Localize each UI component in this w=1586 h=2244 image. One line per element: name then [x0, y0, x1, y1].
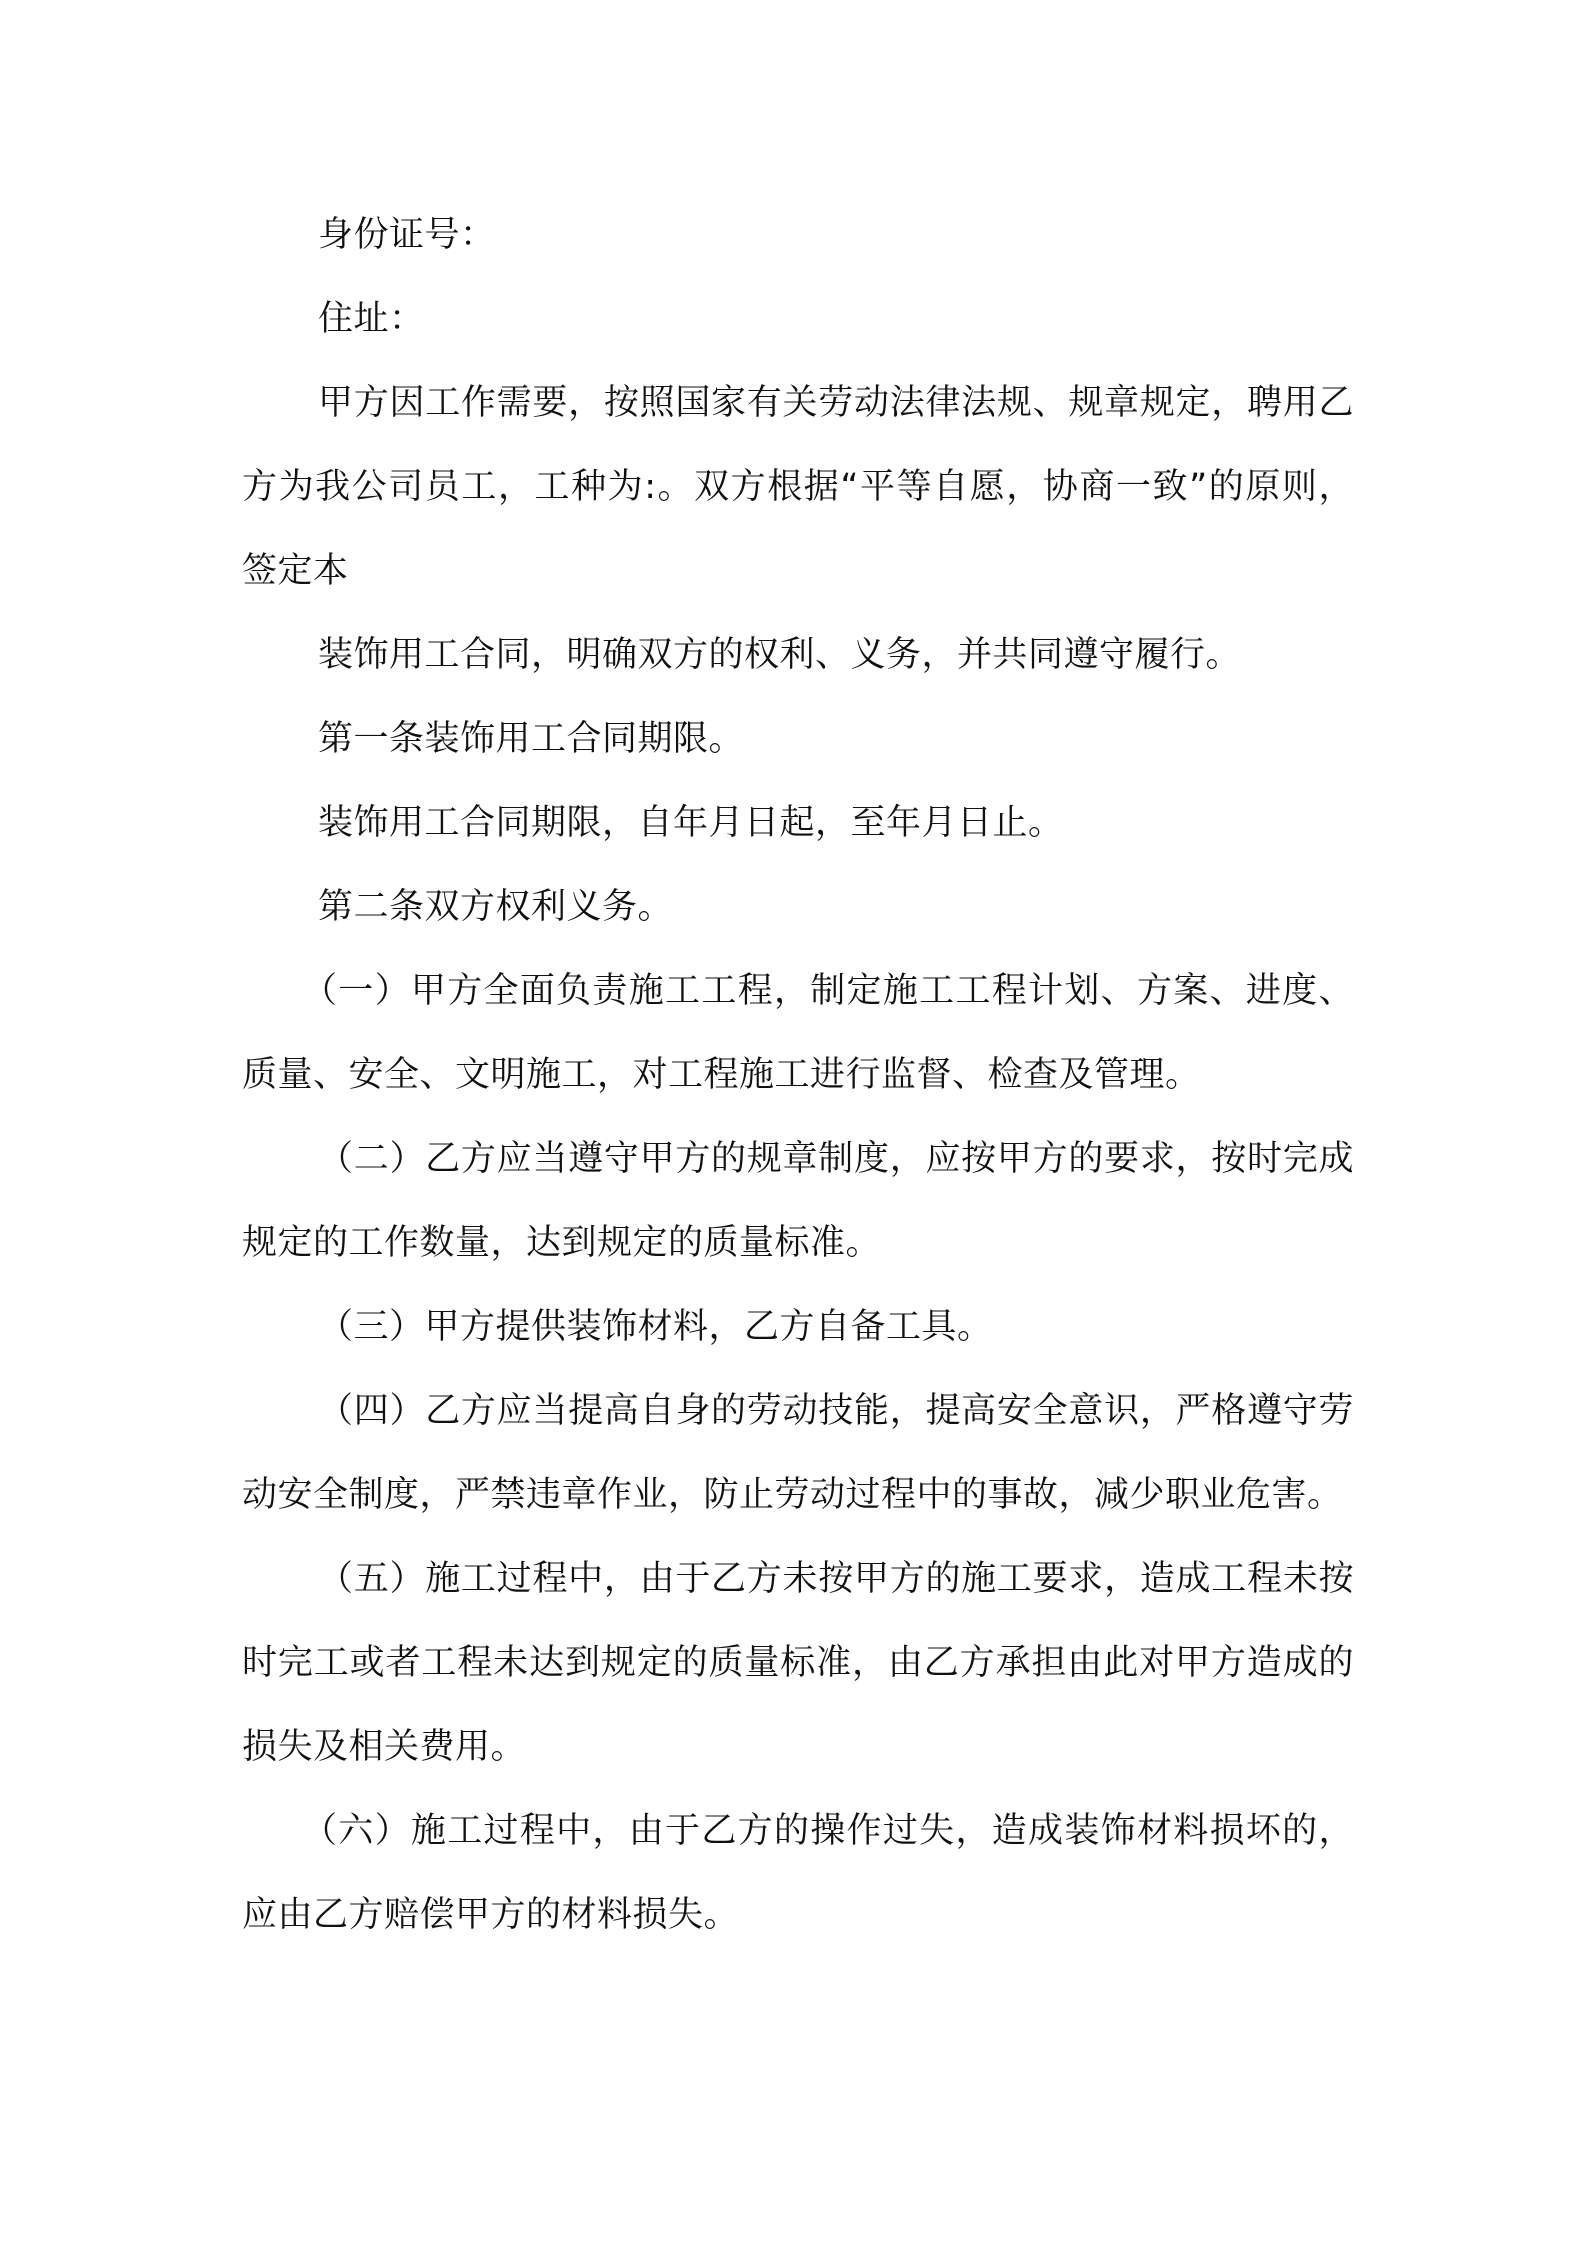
clause-3: （三）甲方提供装饰材料，乙方自备工具。 [318, 1307, 993, 1347]
article-1-heading: 第一条装饰用工合同期限。 [318, 719, 745, 759]
document-body [242, 193, 1354, 1957]
paragraph-id-number: 身份证号： [318, 215, 496, 255]
clause-6: （六）施工过程中，由于乙方的操作过失，造成装饰材料损坏的，应由乙方赔偿甲方的材料损失。 [242, 1811, 1354, 1935]
paragraph-contract-purpose: 装饰用工合同，明确双方的权利、义务，并共同遵守履行。 [318, 635, 1242, 675]
clause-4: （四）乙方应当提高自身的劳动技能，提高安全意识，严格遵守劳动安全制度，严禁违章作业，防止劳动过程中的事故，减少职业危害。 [242, 1391, 1354, 1515]
clause-1: （一）甲方全面负责施工工程，制定施工工程计划、方案、进度、质量、安全、文明施工，对工程施工进行监督、检查及管理。 [242, 971, 1354, 1095]
clause-5: （五）施工过程中，由于乙方未按甲方的施工要求，造成工程未按时完工或者工程未达到规定的质量标准，由乙方承担由此对甲方造成的损失及相关费用。 [242, 1559, 1354, 1767]
article-2-heading: 第二条双方权利义务。 [318, 887, 674, 927]
paragraph-intro: 甲方因工作需要，按照国家有关劳动法律法规、规章规定，聘用乙方为我公司员工，工种为:。双方根据“平等自愿，协商一致”的原则，签定本 [242, 383, 1354, 591]
paragraph-address: 住址： [318, 299, 425, 339]
clause-2: （二）乙方应当遵守甲方的规章制度，应按甲方的要求，按时完成规定的工作数量，达到规定的质量标准。 [242, 1139, 1354, 1263]
article-1-term: 装饰用工合同期限，自年月日起，至年月日止。 [318, 803, 1064, 843]
